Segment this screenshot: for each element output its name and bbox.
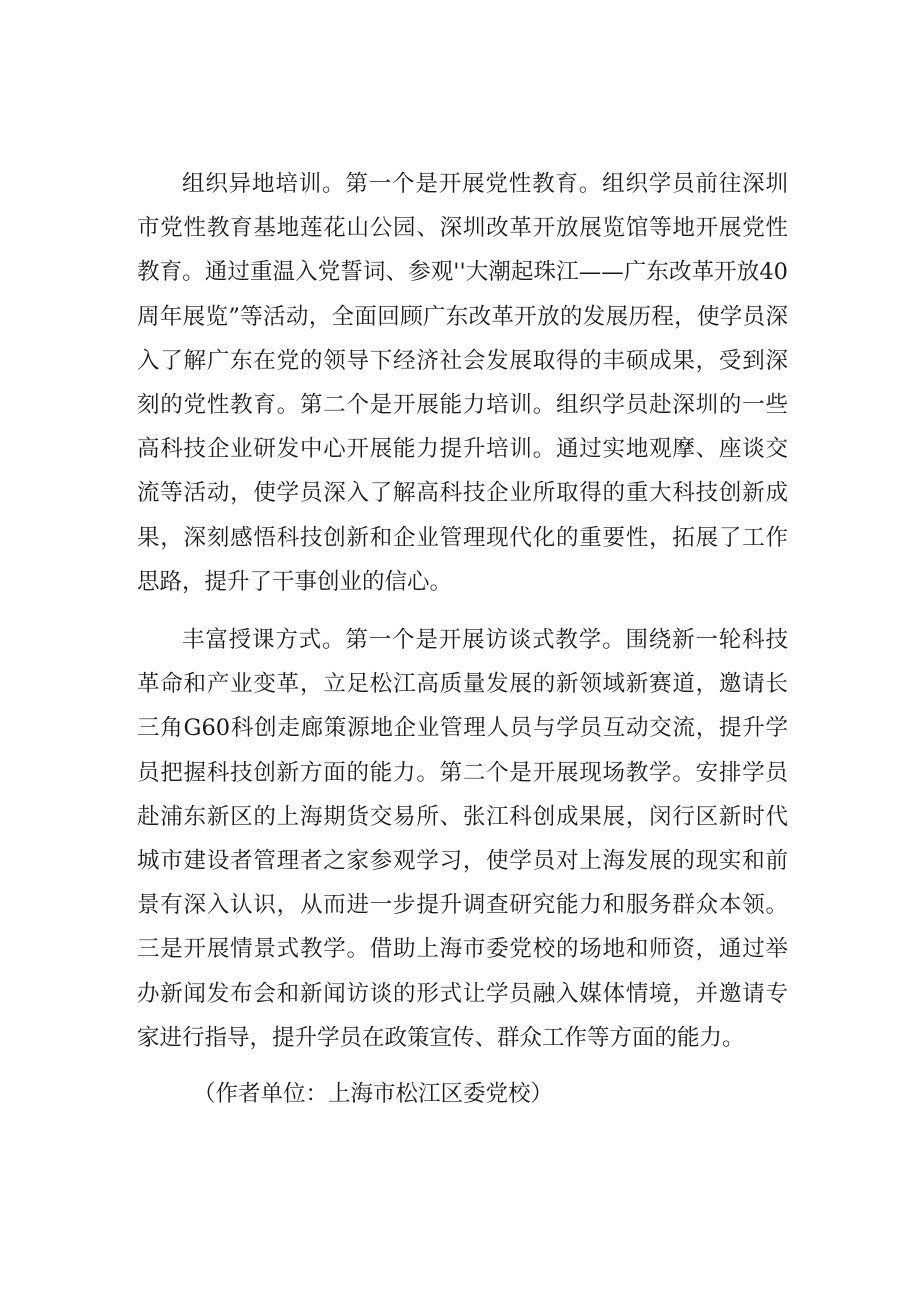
paragraph-offsite-training: 组织异地培训。第一个是开展党性教育。组织学员前往深圳市党性教育基地莲花山公园、深圳改革开放展览馆等地开展党性教育。通过重温入党誓词、参观''大潮起珠江——广东改革开放40周年展览”等活动，全面回顾广东改革开放的发展历程，使学员深入了解广东在党的领导下经济社会发展取得的丰硕成果，受到深刻的党性教育。第二个是开展能力培训。组织学员赴深圳的一些高科技企业研发中心开展能力提升培训。通过实地观摩、座谈交流等活动，使学员深入了解高科技企业所取得的重大科技创新成果，深刻感悟科技创新和企业管理现代化的重要性，拓展了工作思路，提升了干事创业的信心。 [137, 171, 788, 595]
paragraph-teaching-methods: 丰富授课方式。第一个是开展访谈式教学。围绕新一轮科技革命和产业变革，立足松江高质量发展的新领域新赛道，邀请长三角G60科创走廊策源地企业管理人员与学员互动交流，提升学员把握科技创新方面的能力。第二个是开展现场教学。安排学员赴浦东新区的上海期货交易所、张江科创成果展，闵行区新时代城市建设者管理者之家参观学习，使学员对上海发展的现实和前景有深入认识，从而进一步提升调查研究能力和服务群众本领。三是开展情景式教学。借助上海市委党校的场地和师资，通过举办新闻发布会和新闻访谈的形式让学员融入媒体情境，并邀请专家进行指导，提升学员在政策宣传、群众工作等方面的能力。 [137, 627, 788, 1051]
author-affiliation: （作者单位：上海市松江区委党校） [193, 1081, 554, 1108]
